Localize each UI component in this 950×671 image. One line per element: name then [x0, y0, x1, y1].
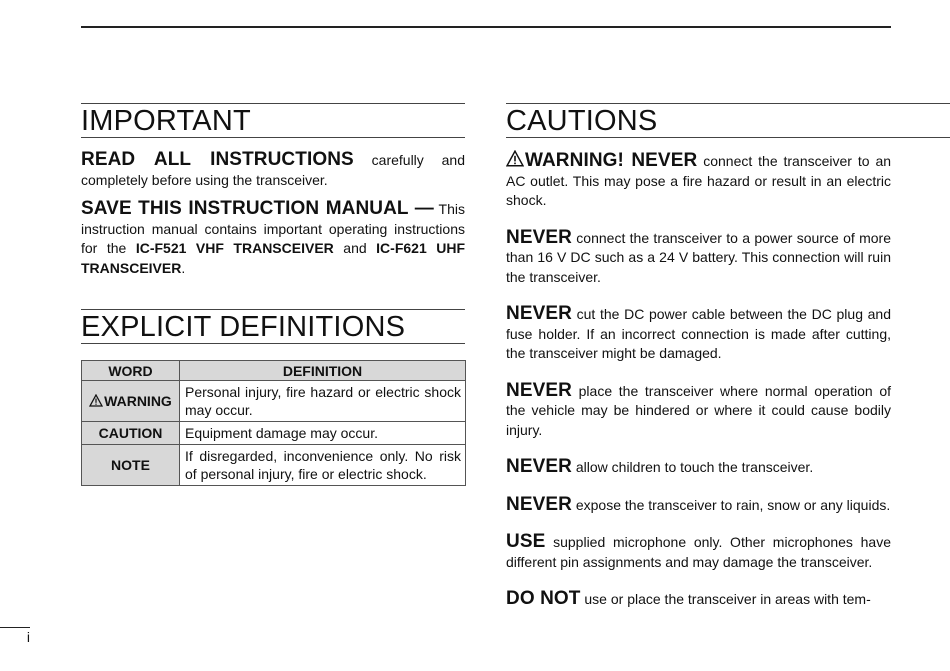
- read-instructions-text: carefully and completely before using the transceiver.: [81, 152, 465, 188]
- read-instructions-paragraph: [81, 150, 465, 190]
- page-number: i: [0, 627, 30, 646]
- table-cell-word: WARNING: [82, 381, 180, 422]
- caution-lead: USE: [506, 531, 546, 552]
- caution-item: [506, 150, 891, 211]
- caution-lead: NEVER: [506, 226, 572, 248]
- table-cell-definition: If disregarded, inconvenience only. No risk of personal injury, fire or electric shock.: [180, 445, 466, 486]
- model-vhf: IC-F521 VHF TRANSCEIVER: [135, 240, 334, 256]
- table-cell-definition: Personal injury, fire hazard or electric shock may occur.: [180, 381, 466, 422]
- table-cell-word: NOTE: [82, 445, 180, 486]
- table-row: [82, 381, 466, 422]
- caution-item: [506, 457, 891, 478]
- caution-item: [506, 495, 891, 516]
- read-instructions-lead: READ ALL INSTRUCTIONS: [81, 149, 354, 170]
- top-rule: [81, 26, 891, 28]
- caution-item: [506, 589, 891, 610]
- caution-item: [506, 532, 891, 572]
- caution-text: connect the transceiver to an AC outlet. This may pose a fire hazard or result in an electric shock.: [506, 153, 892, 208]
- table-cell-definition: Equipment damage may occur.: [180, 422, 466, 445]
- caution-lead: DO NOT: [506, 588, 581, 609]
- caution-lead: NEVER: [506, 303, 572, 324]
- caution-text: connect the transceiver to a power source of more than 16 V DC such as a 24 V battery. This connection will ruin the transceiver.: [506, 229, 891, 285]
- header-definition: DEFINITION: [180, 361, 466, 381]
- table-cell-word: CAUTION: [82, 422, 180, 445]
- caution-text: expose the transceiver to rain, snow or any liquids.: [575, 496, 891, 513]
- warning-triangle-icon: [506, 150, 524, 167]
- left-column: [81, 103, 465, 486]
- caution-lead: NEVER: [506, 456, 572, 477]
- period: .: [181, 259, 186, 276]
- header-word: WORD: [82, 361, 180, 381]
- caution-lead: WARNING! NEVER: [525, 150, 698, 171]
- caution-text: allow children to touch the transceiver.: [575, 459, 814, 475]
- definitions-table: [81, 360, 466, 486]
- important-heading: IMPORTANT: [81, 103, 465, 138]
- save-manual-paragraph: [81, 199, 465, 278]
- table-row: [82, 445, 466, 486]
- save-manual-text: This instruction manual contains important operating instructions for the: [81, 201, 465, 256]
- table-header-row: [82, 361, 466, 381]
- table-row: [82, 422, 466, 445]
- caution-item: [506, 304, 891, 364]
- model-uhf: IC-F621 UHF TRANSCEIVER: [81, 240, 466, 276]
- caution-item: [506, 381, 891, 441]
- and-word: and: [343, 240, 367, 256]
- caution-text: place the transceiver where normal operation of the vehicle may be hindered or where it could cause bodily injury.: [506, 382, 892, 438]
- caution-text: use or place the transceiver in areas with tem-: [584, 591, 871, 607]
- cautions-heading: CAUTIONS: [506, 103, 950, 138]
- caution-item: [506, 228, 891, 288]
- caution-text: supplied microphone only. Other microphones have different pin assignments and may damage the transceiver.: [506, 534, 892, 570]
- caution-text: cut the DC power cable between the DC plug and fuse holder. If an incorrect connection is made after cutting, the transceiver might be damaged.: [506, 306, 892, 361]
- warning-triangle-icon: [89, 394, 103, 407]
- caution-lead: NEVER: [506, 493, 572, 515]
- caution-lead: NEVER: [506, 379, 572, 401]
- save-manual-lead: SAVE THIS INSTRUCTION MANUAL —: [81, 198, 434, 219]
- right-column: [506, 103, 891, 610]
- definitions-heading: EXPLICIT DEFINITIONS: [81, 309, 465, 344]
